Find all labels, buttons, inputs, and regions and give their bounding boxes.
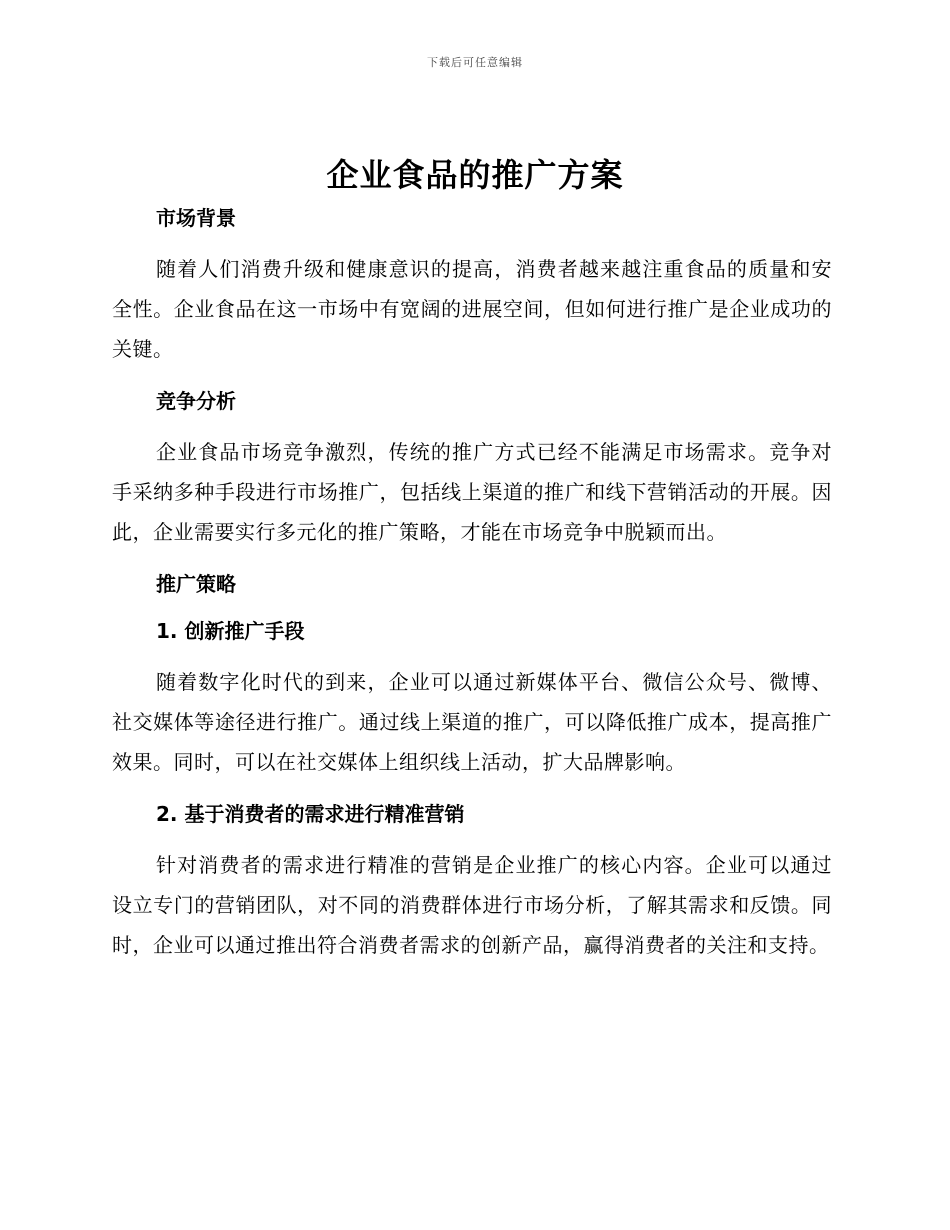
subheading-precision-marketing: 2. 基于消费者的需求进行精准营销	[156, 802, 465, 826]
paragraph-market-background: 随着人们消费升级和健康意识的提高，消费者越来越注重食品的质量和安全性。企业食品在这一市场中有宽阔的进展空间，但如何进行推广是企业成功的关键。	[112, 257, 832, 361]
section-heading-market-background: 市场背景	[156, 206, 236, 230]
paragraph-innovative-promotion: 随着数字化时代的到来，企业可以通过新媒体平台、微信公众号、微博、社交媒体等途径进行推广。通过线上渠道的推广，可以降低推广成本，提高推广效果。同时，可以在社交媒体上组织线上活动，扩大品牌影响。	[112, 670, 832, 774]
paragraph-precision-marketing: 针对消费者的需求进行精准的营销是企业推广的核心内容。企业可以通过设立专门的营销团队，对不同的消费群体进行市场分析，了解其需求和反馈。同时，企业可以通过推出符合消费者需求的创新产品，赢得消费者的关注和支持。	[112, 853, 832, 957]
subheading-innovative-promotion: 1. 创新推广手段	[156, 619, 305, 643]
header-note: 下载后可任意编辑	[427, 56, 523, 69]
section-heading-promotion-strategy: 推广策略	[156, 572, 236, 596]
document-body	[112, 202, 832, 981]
paragraph-competition-analysis: 企业食品市场竞争激烈，传统的推广方式已经不能满足市场需求。竞争对手采纳多种手段进行市场推广，包括线上渠道的推广和线下营销活动的开展。因此，企业需要实行多元化的推广策略，才能在市场竞争中脱颖而出。	[112, 440, 832, 544]
section-heading-competition-analysis: 竞争分析	[156, 389, 236, 413]
document-title: 企业食品的推广方案	[326, 156, 624, 194]
